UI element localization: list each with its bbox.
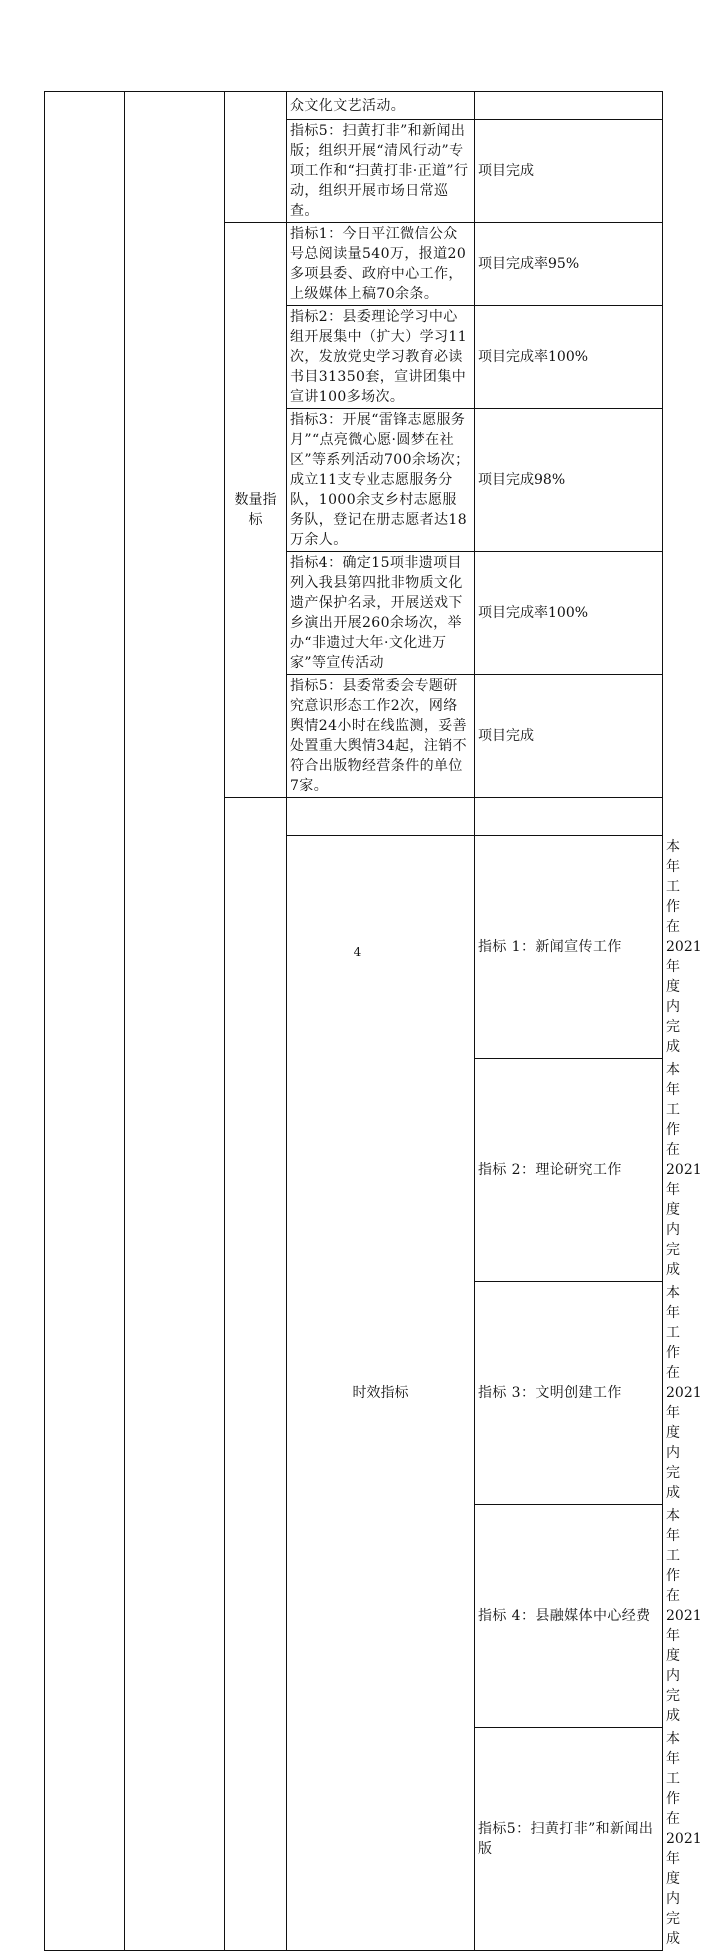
indicator-cell: 指标5：扫黄打非”和新闻出版；组织开展“清风行动”专项工作和“扫黄打非·正道”行动，组织开展市场日常巡查。 (287, 120, 475, 223)
value-cell: 项目完成 (475, 120, 663, 223)
value-cell: 项目完成率100% (475, 306, 663, 409)
value-cell: 项目完成98% (475, 409, 663, 552)
table-row: 指标 2：理论研究工作 本年工作在 2021 年度内完成 (45, 1059, 663, 1282)
value-cell (475, 798, 663, 836)
value-cell: 项目完成率95% (475, 223, 663, 306)
indicator-cell (287, 798, 475, 836)
table-row: 指标 4：县融媒体中心经费 本年工作在 2021 年度内完成 (45, 1505, 663, 1728)
table-row: 指标 3：文明创建工作 本年工作在 2021 年度内完成 (45, 1282, 663, 1505)
indicator-cell: 指标1：今日平江微信公众号总阅读量540万，报道20多项县委、政府中心工作，上级媒体上稿70余条。 (287, 223, 475, 306)
indicator-table (44, 91, 702, 1951)
value-cell: 项目完成率100% (475, 552, 663, 675)
indicator-cell: 指标4：确定15项非遗项目列入我县第四批非物质文化遗产保护名录，开展送戏下乡演出开展260余场次，举办“非遗过大年·文化进万家”等宣传活动 (287, 552, 475, 675)
indicator-cell: 指标 4：县融媒体中心经费 (475, 1505, 663, 1728)
table-row: 时效指标 指标 1：新闻宣传工作 本年工作在 2021 年度内完成 (45, 836, 663, 1059)
category-label-quantity: 数量指标 (225, 223, 287, 798)
page-number: 4 (353, 945, 362, 959)
indicator-cell: 指标5：扫黄打非”和新闻出版 (475, 1728, 663, 1951)
level3-empty-cell (225, 798, 287, 1951)
level3-cell (225, 92, 287, 223)
indicator-cell: 指标 1：新闻宣传工作 (475, 836, 663, 1059)
table-row: 指标5：扫黄打非”和新闻出版 本年工作在 2021 年度内完成 (45, 1728, 663, 1951)
indicator-table-body (45, 92, 702, 1951)
category-label-timeliness: 时效指标 (287, 836, 475, 1951)
level2-cell (125, 92, 225, 1951)
indicator-cell: 指标5：县委常委会专题研究意识形态工作2次，网络舆情24小时在线监测，妥善处置重大舆情34起，注销不符合出版物经营条件的单位7家。 (287, 675, 475, 798)
value-cell (475, 92, 663, 120)
table-row (45, 92, 663, 120)
indicator-cell: 指标2：县委理论学习中心组开展集中（扩大）学习11次，发放党史学习教育必读书目31350套，宣讲团集中宣讲100多场次。 (287, 306, 475, 409)
indicator-cell: 指标 3：文明创建工作 (475, 1282, 663, 1505)
indicator-cell: 指标3：开展“雷锋志愿服务月”“点亮微心愿·圆梦在社区”等系列活动700余场次；成立11支专业志愿服务分队，1000余支乡村志愿服务队，登记在册志愿者达18万余人。 (287, 409, 475, 552)
indicator-cell: 指标 2：理论研究工作 (475, 1059, 663, 1282)
value-cell: 项目完成 (475, 675, 663, 798)
indicator-cell: 众文化文艺活动。 (287, 92, 475, 120)
level1-cell (45, 92, 125, 1951)
